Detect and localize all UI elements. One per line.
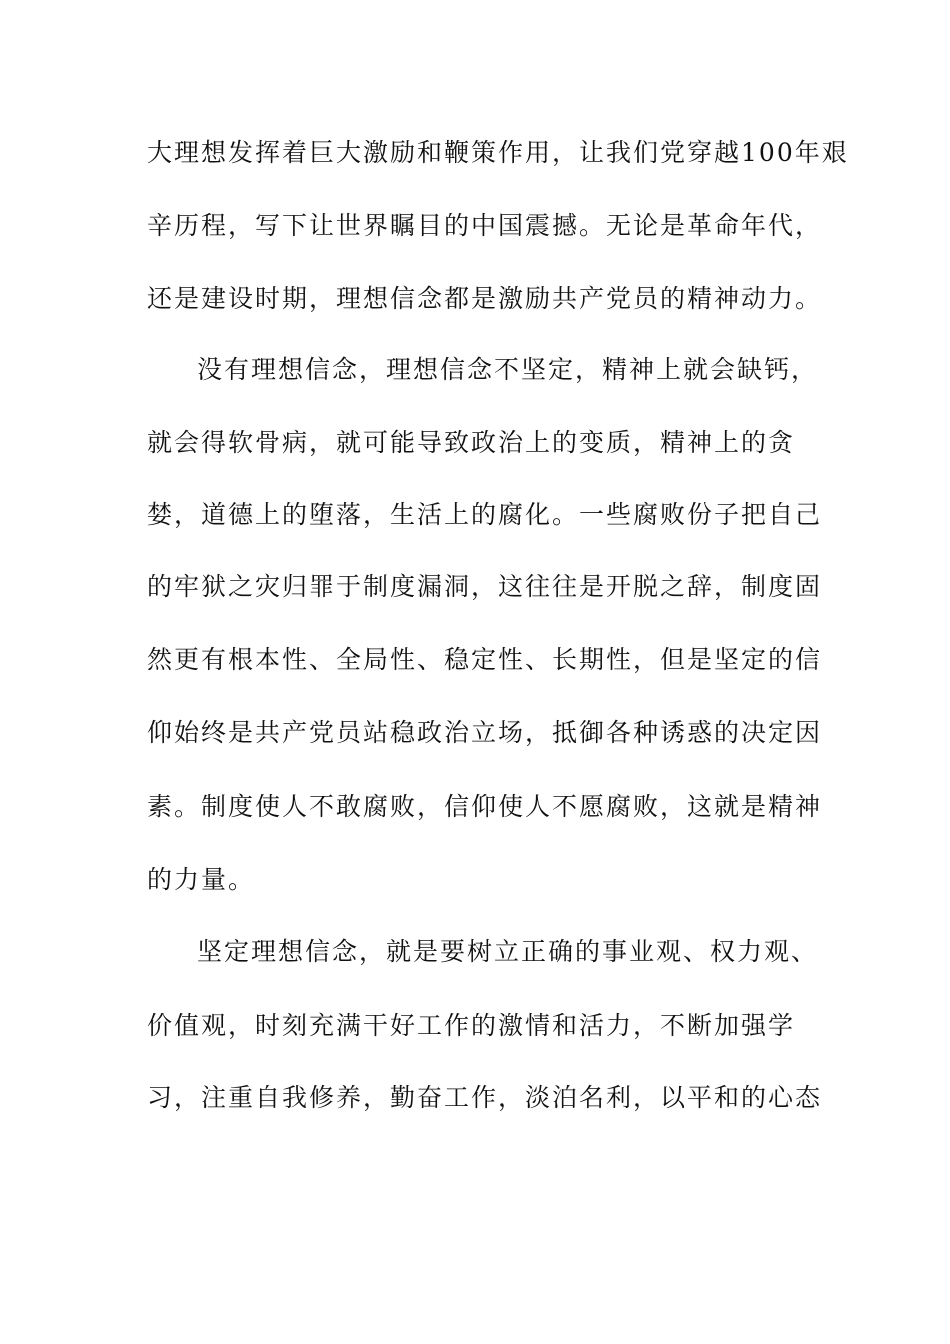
paragraph-first-line: 坚定理想信念，就是要树立正确的事业观、权力观、 (197, 937, 819, 966)
text-line: 仰始终是共产党员站稳政治立场，抵御各种诱惑的决定因 (147, 718, 823, 747)
text-line: 价值观，时刻充满干好工作的激情和活力，不断加强学 (147, 1011, 796, 1040)
text-line: 婪，道德上的堕落，生活上的腐化。一些腐败份子把自己 (147, 500, 823, 529)
text-line: 的力量。 (147, 865, 256, 894)
text-line: 大理想发挥着巨大激励和鞭策作用，让我们党穿越100年艰 (147, 138, 849, 167)
text-line: 习，注重自我修养，勤奋工作，淡泊名利，以平和的心态 (147, 1083, 823, 1112)
text-line: 素。制度使人不敢腐败，信仰使人不愿腐败，这就是精神 (147, 792, 823, 821)
text-line: 辛历程，写下让世界瞩目的中国震撼。无论是革命年代， (147, 211, 823, 240)
text-line: 的牢狱之灾归罪于制度漏洞，这往往是开脱之辞，制度固 (147, 572, 823, 601)
text-line: 然更有根本性、全局性、稳定性、长期性，但是坚定的信 (147, 645, 823, 674)
text-line: 还是建设时期，理想信念都是激励共产党员的精神动力。 (147, 284, 823, 313)
paragraph-first-line: 没有理想信念，理想信念不坚定，精神上就会缺钙， (197, 355, 819, 384)
text-line: 就会得软骨病，就可能导致政治上的变质，精神上的贪 (147, 428, 796, 457)
